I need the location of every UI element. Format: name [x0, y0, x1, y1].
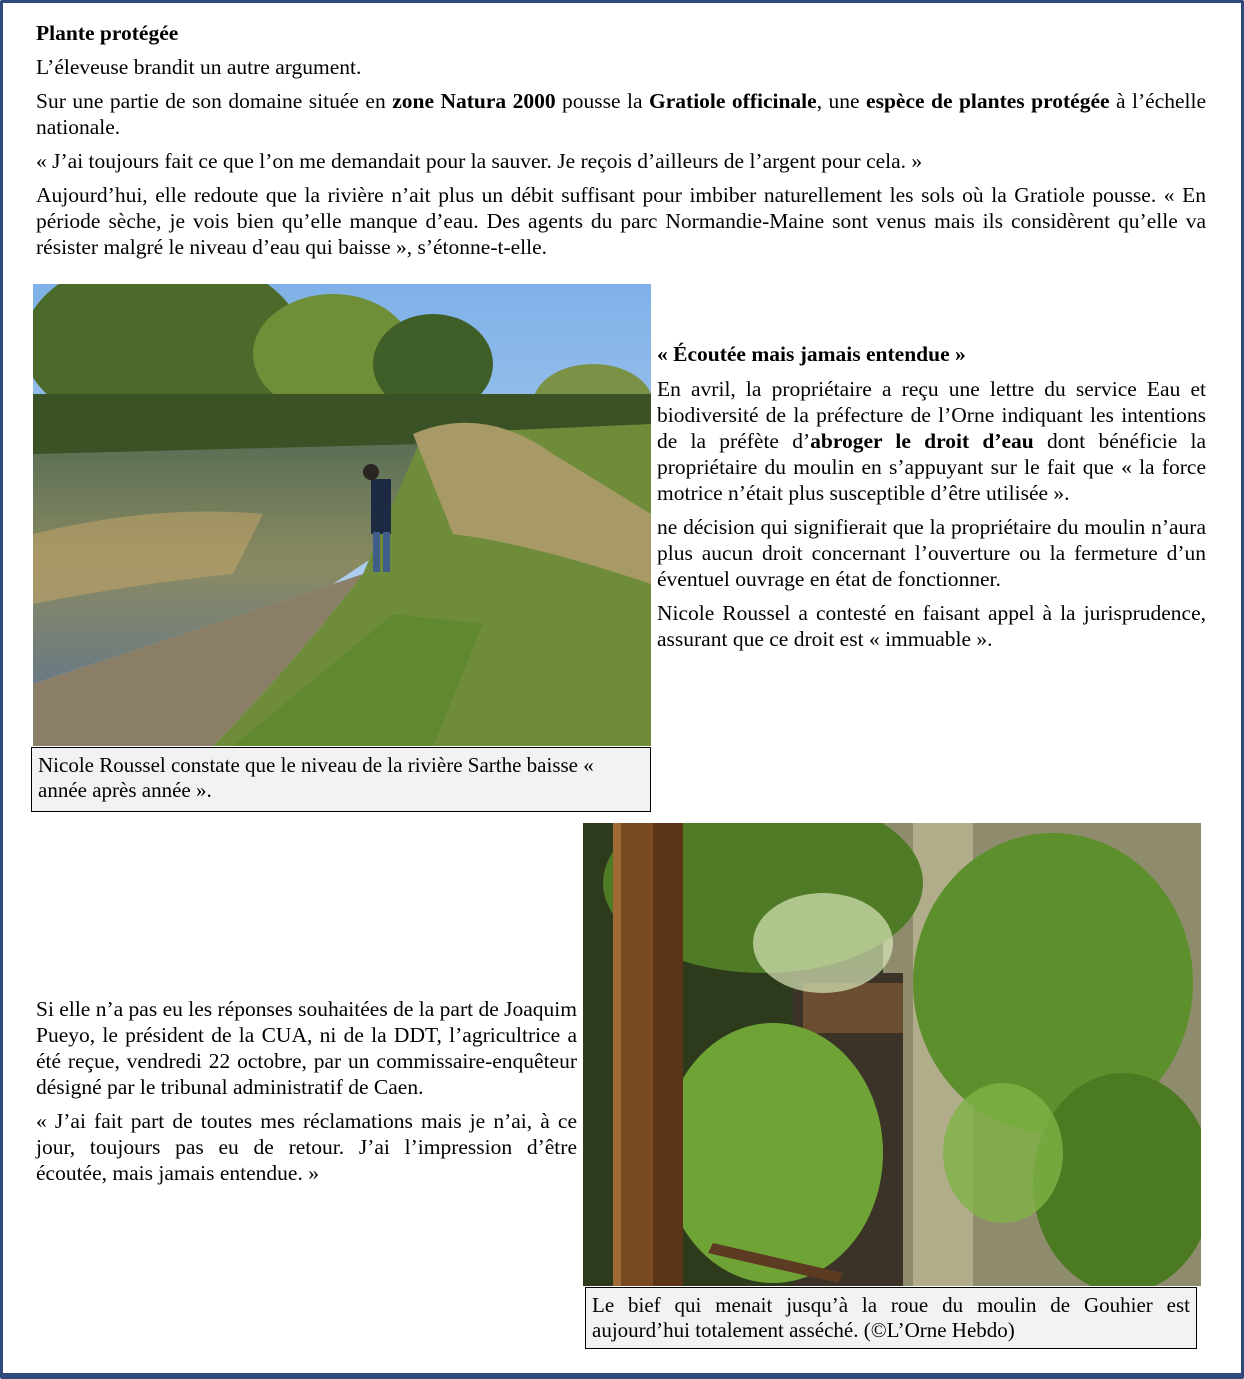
paragraph: Sur une partie de son domaine située en zone Natura 2000 pousse la Gratiole officinale, une espèce de plantes protégée à l’échelle nationale.	[36, 89, 1207, 139]
mill-photo	[583, 823, 1201, 1286]
paragraph: Si elle n’a pas eu les réponses souhaitées de la part de Joaquim Pueyo, le président de la CUA, ni de la DDT, l’agricultrice a été reçue, vendredi 22 octobre, par un commissaire-enquêteur désigné par le tribunal administratif de Caen.	[36, 997, 577, 1099]
river-photo	[33, 284, 651, 746]
quote-paragraph: « J’ai toujours fait ce que l’on me demandait pour la sauver. Je reçois d’ailleurs de l’argent pour cela. »	[36, 149, 923, 173]
paragraph: Nicole Roussel a contesté en faisant appel à la jurisprudence, assurant que ce droit est « immuable ».	[657, 601, 1206, 651]
section-ecoutee	[657, 341, 1206, 652]
section-plante-protegee	[36, 20, 1206, 260]
paragraph: L’éleveuse brandit un autre argument.	[36, 55, 362, 79]
paragraph: Aujourd’hui, elle redoute que la rivière n’ait plus un débit suffisant pour imbiber naturellement les sols où la Gratiole pousse. « En période sèche, je vois bien qu’elle manque d’eau. Des agents du parc Normandie-Maine sont venus mais ils considèrent qu’elle va résister malgré le niveau d’eau qui baisse », s’étonne-t-elle.	[36, 183, 1206, 259]
section-commissaire	[36, 996, 577, 1186]
mill-photo-caption: Le bief qui menait jusqu’à la roue du moulin de Gouhier est aujourd’hui totalement asséché. (©L’Orne Hebdo)	[585, 1287, 1197, 1349]
paragraph: En avril, la propriétaire a reçu une lettre du service Eau et biodiversité de la préfecture de l’Orne indiquant les intentions de la préfète d’abroger le droit d’eau dont bénéficie la propriétaire du moulin en s’appuyant sur le fait que « la force motrice n’était plus susceptible d’être utilisée ».	[657, 377, 1206, 505]
section-heading: « Écoutée mais jamais entendue »	[657, 342, 966, 366]
quote-paragraph: « J’ai fait part de toutes mes réclamations mais je n’ai, à ce jour, toujours pas eu de retour. J’ai l’impression d’être écoutée, mais jamais entendue. »	[36, 1109, 577, 1185]
river-photo-caption: Nicole Roussel constate que le niveau de la rivière Sarthe baisse « année après année ».	[31, 747, 651, 812]
section-heading: Plante protégée	[36, 21, 179, 45]
paragraph: ne décision qui signifierait que la propriétaire du moulin n’aura plus aucun droit concernant l’ouverture ou la fermeture d’un éventuel ouvrage en état de fonctionner.	[657, 515, 1206, 591]
